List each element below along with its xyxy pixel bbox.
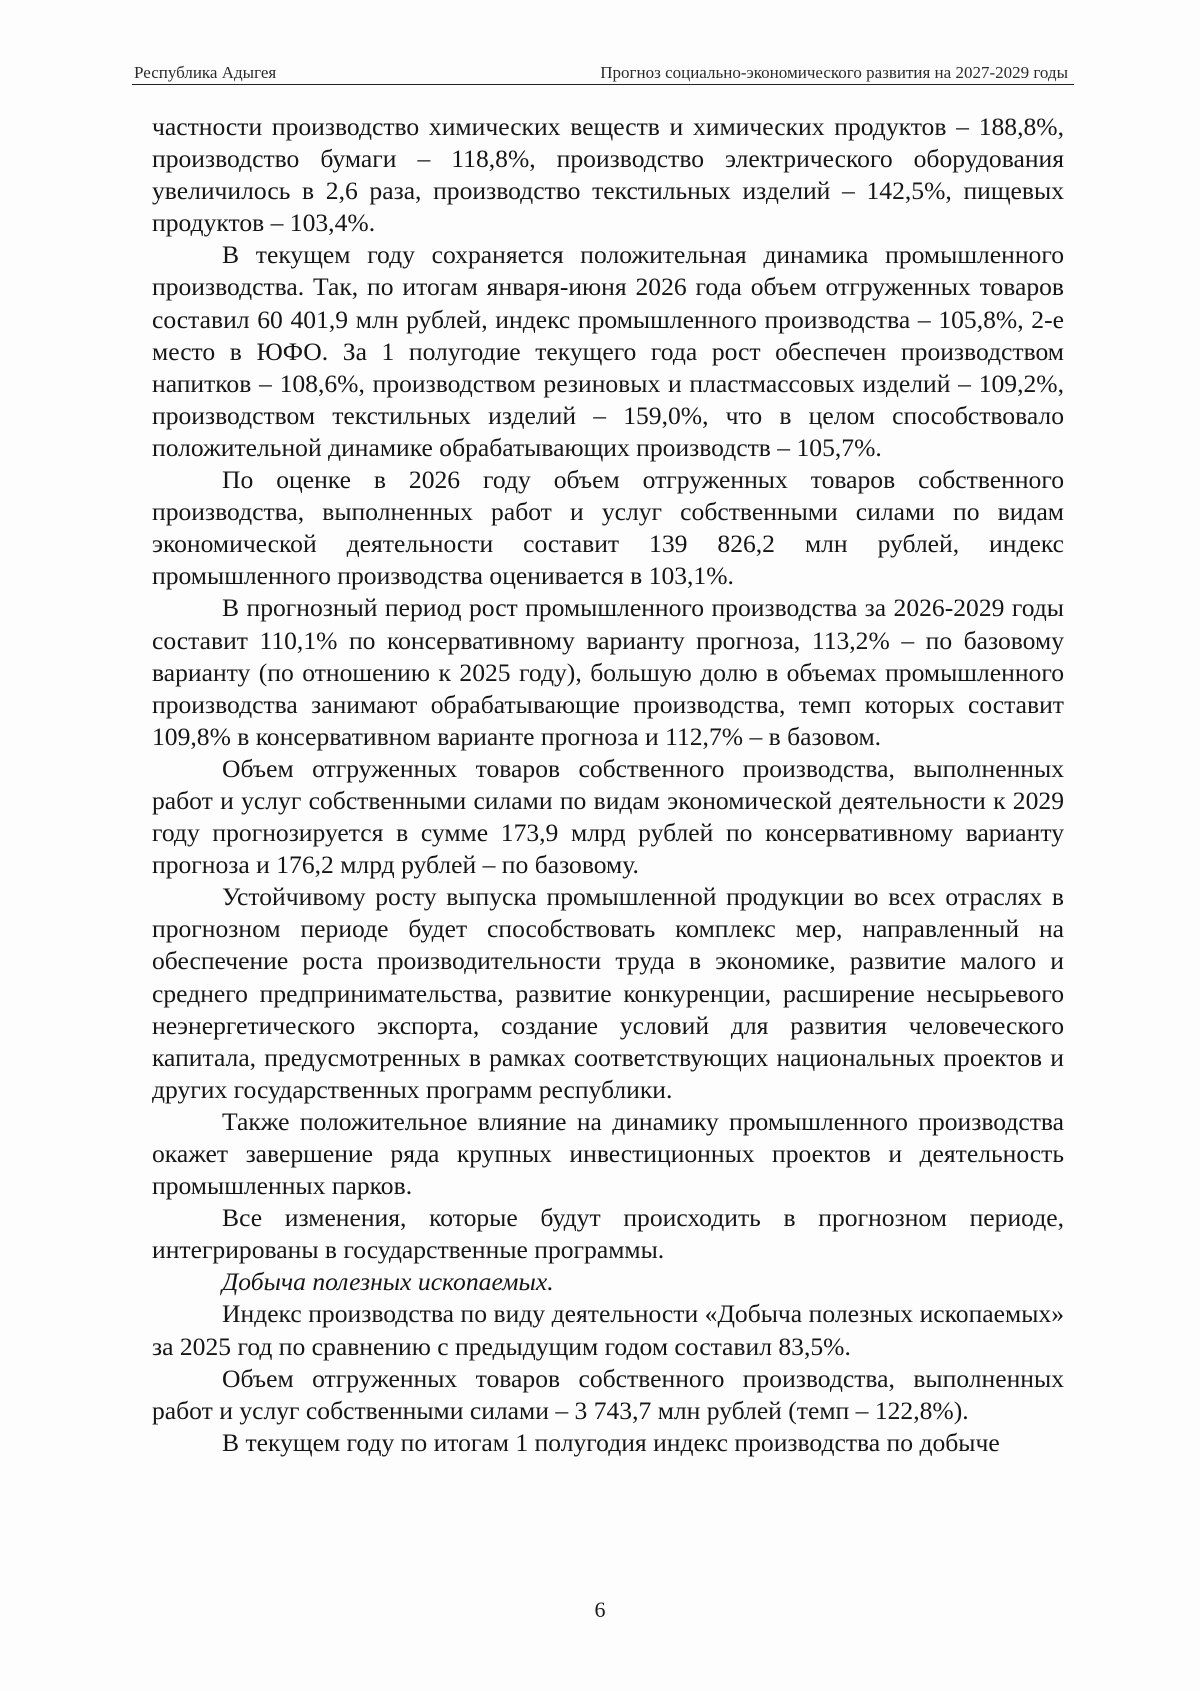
paragraph: Объем отгруженных товаров собственного производства, выполненных работ и услуг собственными силами по видам экономической деятельности к 2029 году прогнозируется в сумме 173,9 млрд рублей по консервативному варианту прогноза и 176,2 млрд рублей – по базовому. bbox=[152, 753, 1064, 880]
running-header bbox=[132, 64, 1074, 85]
header-title: Прогноз социально-экономического развития на 2027-2029 годы bbox=[600, 63, 1068, 82]
paragraph: В текущем году сохраняется положительная динамика промышленного производства. Так, по итогам января-июня 2026 года объем отгруженных товаров составил 60 401,9 млн рублей, индекс промышленного производства – 105,8%, 2-е место в ЮФО. За 1 полугодие текущего года рост обеспечен производством напитков – 108,6%, производством резиновых и пластмассовых изделий – 109,2%, производством текстильных изделий – 159,0%, что в целом способствовало положительной динамике обрабатывающих производств – 105,7%. bbox=[152, 240, 1064, 462]
paragraph: Объем отгруженных товаров собственного производства, выполненных работ и услуг собственными силами – 3 743,7 млн рублей (темп – 122,8%). bbox=[152, 1363, 1064, 1425]
paragraph: Устойчивому росту выпуска промышленной продукции во всех отраслях в прогнозном периоде будет способствовать комплекс мер, направленный на обеспечение роста производительности труда в экономике, развитие малого и среднего предпринимательства, развитие конкуренции, расширение несырьевого неэнергетического экспорта, создание условий для развития человеческого капитала, предусмотренных в рамках соответствующих национальных проектов и других государственных программ республики. bbox=[152, 882, 1064, 1104]
document-body bbox=[152, 111, 1064, 1459]
paragraph-truncated: В текущем году по итогам 1 полугодия индекс производства по добыче bbox=[222, 1427, 1000, 1457]
section-subheading: Добыча полезных ископаемых. bbox=[222, 1267, 554, 1297]
paragraph: Также положительное влияние на динамику промышленного производства окажет завершение ряда крупных инвестиционных проектов и деятельность промышленных парков. bbox=[152, 1106, 1064, 1201]
paragraph: По оценке в 2026 году объем отгруженных товаров собственного производства, выполненных работ и услуг собственными силами по видам экономической деятельности составит 139 826,2 млн рублей, индекс промышленного производства оценивается в 103,1%. bbox=[152, 465, 1064, 591]
paragraph-continuation: частности производство химических веществ и химических продуктов – 188,8%, производство бумаги – 118,8%, производство электрического оборудования увеличилось в 2,6 раза, производство текстильных изделий – 142,5%, пищевых продуктов – 103,4%. bbox=[152, 112, 1064, 238]
page-number: 6 bbox=[594, 1597, 606, 1622]
paragraph: В прогнозный период рост промышленного производства за 2026-2029 годы составит 110,1% по консервативному варианту прогноза, 113,2% – по базовому варианту (по отношению к 2025 году), большую долю в объемах промышленного производства занимают обрабатывающие производства, темп которых составит 109,8% в консервативном варианте прогноза и 112,7% – в базовом. bbox=[152, 593, 1064, 751]
paragraph: Все изменения, которые будут происходить в прогнозном периоде, интегрированы в государственные программы. bbox=[152, 1203, 1064, 1265]
header-region: Республика Адыгея bbox=[134, 63, 277, 82]
paragraph: Индекс производства по виду деятельности «Добыча полезных ископаемых» за 2025 год по сравнению с предыдущим годом составил 83,5%. bbox=[152, 1299, 1064, 1361]
